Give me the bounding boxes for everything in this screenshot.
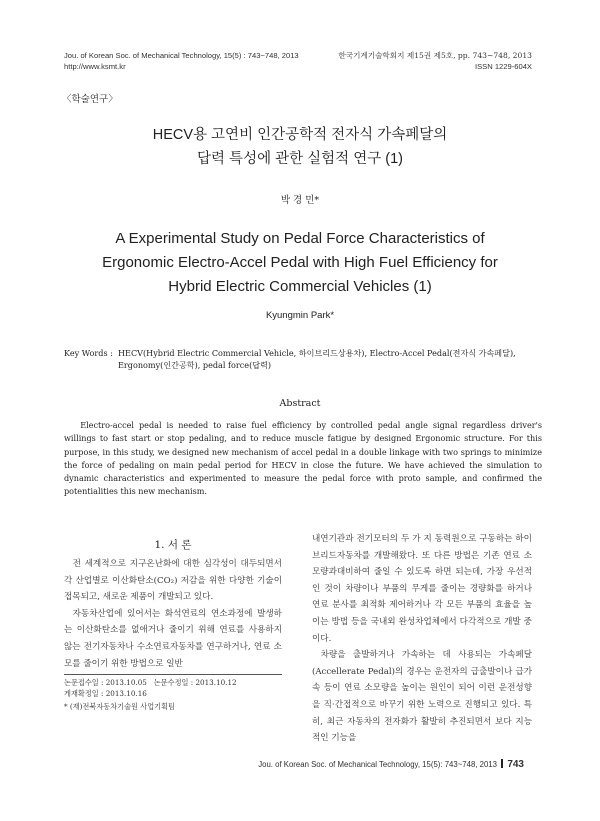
journal-url[interactable]: http://www.ksmt.kr: [64, 62, 126, 71]
journal-citation-korean: 한국기계기술학회지 제15권 제5호, pp. 743~748, 2013: [338, 51, 532, 60]
intro-paragraph: 전 세계적으로 지구온난화에 대한 심각성이 대두되면서 각 산업별로 이산화탄소(CO₂) 저감을 위한 다양한 기술이 접목되고, 새로운 제품이 개발되고 있다.: [64, 559, 282, 603]
received-date: 논문접수일 : 2013.10.05: [64, 678, 147, 687]
keywords-line: HECV(Hybrid Electric Commercial Vehicle, 하이브리드상용차), Electro-Accel Pedal(전자식 가속페달),: [118, 348, 516, 358]
footer: [258, 759, 524, 770]
intro-paragraph: 자동차산업에 있어서는 화석연료의 연소과정에 발생하는 이산화탄소를 없애거나 줄이기 위해 연료를 사용하지 않는 전기자동차나 수소연료자동차를 연구하거나, 연료 소모를 줄이기 위한 방법으로 일반: [64, 608, 282, 669]
body-paragraph: 차량을 출발하거나 가속하는 데 사용되는 가속페달(Accellerate Pedal)의 경우는 운전자의 급출발이나 급가속 등이 연료 소모량을 높이는 원인이 되어 이런 운전성향을 직·간접적으로 바꾸기 위한 노력으로 진행되고 있다. 특히, 최근 자동차의 전자화가 활발히 추진되면서 보다 지능적인 기능을: [312, 650, 532, 744]
body-paragraph: 내연기관과 전기모터의 두 가 지 동력원으로 구동하는 하이브리드자동차를 개발해왔다. 또 다른 방법은 기존 연료 소모량과대비하여 줄일 수 있도록 하면 되는데, 가장 우선적인 것이 차량이나 부품의 무게를 줄이는 경량화를 하거나 연료 분사를 최적화 제어하거나 각 모든 부품의 효율을 높이는 방법 등을 국내외 완성차업체에서 다각적으로 개발 중이다.: [312, 534, 532, 644]
title-korean: [0, 123, 600, 171]
abstract-heading: Abstract: [279, 398, 321, 409]
title-english-line: Hybrid Electric Commercial Vehicles (1): [168, 278, 432, 295]
left-column: [64, 556, 282, 672]
accepted-date: 게재확정일 : 2013.10.16: [64, 689, 147, 698]
author-korean: 박 경 민*: [280, 195, 320, 206]
journal-header-left: [64, 50, 299, 72]
journal-citation: Jou. of Korean Soc. of Mechanical Technology, 15(5) : 743~748, 2013: [64, 51, 299, 60]
section-heading-introduction: 1. 서 론: [154, 539, 192, 551]
author-english: Kyungmin Park*: [265, 310, 335, 321]
abstract-body: [64, 419, 542, 499]
title-korean-line: HECV용 고연비 인간공학적 전자식 가속페달의: [152, 127, 448, 143]
section-tag: 〈학술연구〉: [62, 94, 118, 105]
right-column: [312, 531, 532, 747]
footer-separator: [501, 759, 503, 768]
title-english-line: Ergonomic Electro-Accel Pedal with High Fuel Efficiency for: [102, 254, 498, 271]
page-number: 743: [507, 759, 524, 770]
journal-header-right: [338, 50, 532, 72]
keywords-label: Key Words :: [64, 348, 113, 358]
abstract-text: Electro-accel pedal is needed to raise fuel efficiency by controlled pedal angle signal regardless driver's willings to fast start or stop pedaling, and to reduce muscle fatigue by designed Ergonomic structure. For this purpose, in this study, we designed new mechanism of accel pedal in a double linkage with two springs to minimize the force of pedaling on main pedal period for HECV in close the future. We have achieved the simulation to dynamic characteristics and experimented to measure the pedal force with proto sample, and confirmed the potentialities this new mechanism.: [64, 420, 542, 497]
keywords: [64, 347, 544, 371]
footnotes: [64, 677, 294, 712]
issn: ISSN 1229-604X: [475, 62, 532, 71]
affiliation: * (재)전북자동차기술원 사업기획팀: [64, 702, 175, 711]
revised-date: 논문수정일 : 2013.10.12: [153, 678, 237, 687]
title-english-line: A Experimental Study on Pedal Force Characteristics of: [115, 230, 485, 247]
title-korean-line: 답력 특성에 관한 실험적 연구 (1): [197, 151, 403, 167]
keywords-line: Ergonomy(인간공학), pedal force(답력): [118, 360, 272, 370]
title-english: [0, 227, 600, 299]
footnote-divider: [64, 674, 282, 675]
footer-citation: Jou. of Korean Soc. of Mechanical Technology, 15(5): 743~748, 2013: [258, 760, 497, 769]
